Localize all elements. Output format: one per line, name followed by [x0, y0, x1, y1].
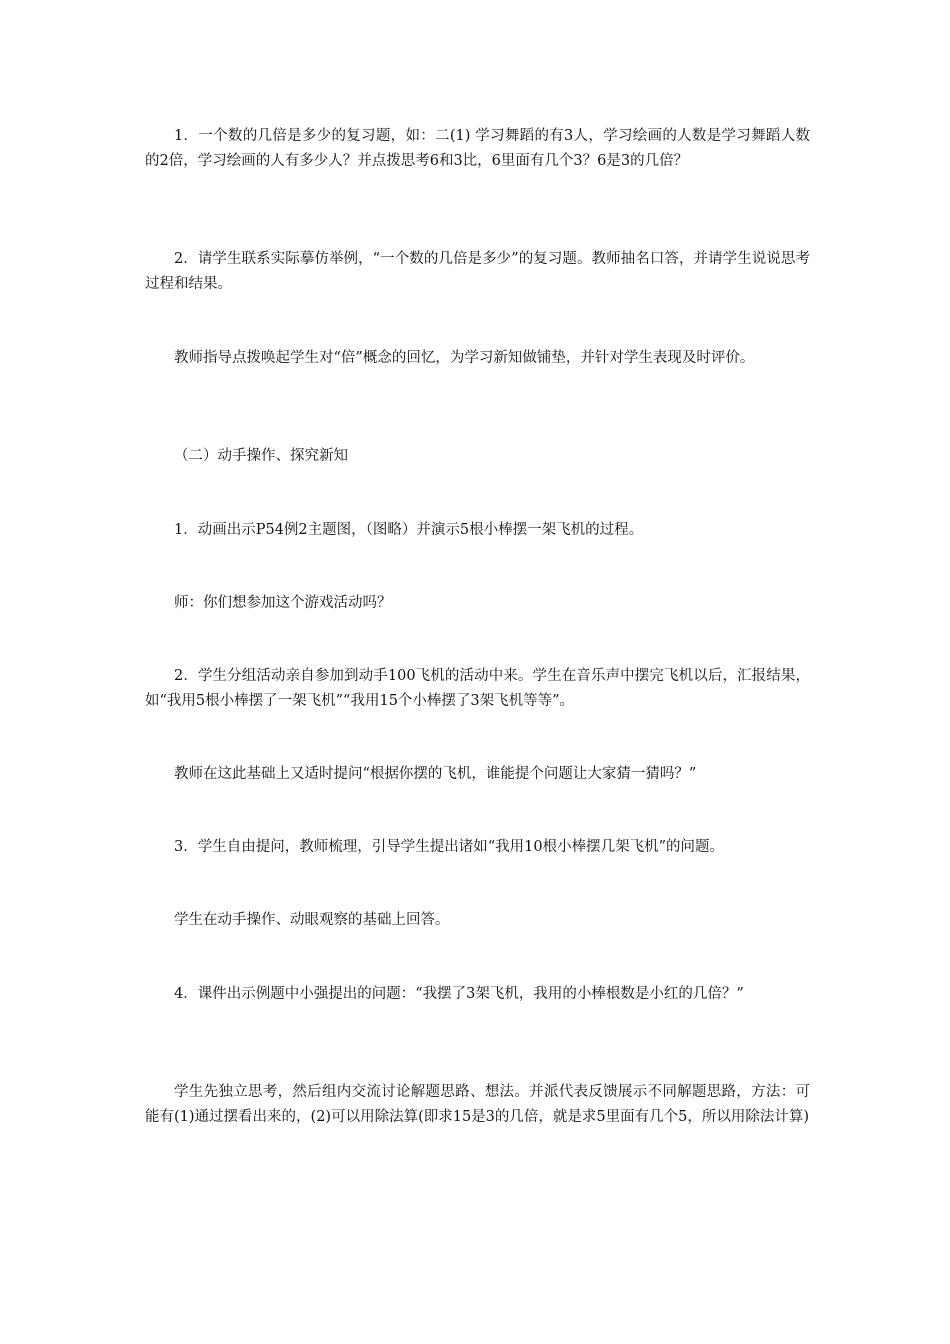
paragraph-student-answer: 学生在动手操作、动眼观察的基础上回答。: [174, 912, 450, 928]
paragraph-teacher-prompt: 教师在这此基础上又适时提问“根据你摆的飞机，谁能提个问题让大家猜一猜吗？”: [174, 766, 697, 782]
paragraph-review-question-2: 2．请学生联系实际摹仿举例，“一个数的几倍是多少”的复习题。教师抽名口答，并请学生说说思考过程和结果。: [145, 251, 810, 292]
paragraph-student-questions: 3．学生自由提问，教师梳理，引导学生提出诸如“我用10根小棒摆几架飞机”的问题。: [174, 839, 724, 855]
paragraph-teacher-guidance: 教师指导点拨唤起学生对“倍”概念的回忆，为学习新知做铺垫，并针对学生表现及时评价。: [174, 350, 755, 366]
paragraph-group-activity: 2．学生分组活动亲自参加到动手100飞机的活动中来。学生在音乐声中摆完飞机以后，汇报结果，如“我用5根小棒摆了一架飞机”“我用15个小棒摆了3架飞机等等”。: [145, 668, 810, 709]
paragraph-teacher-question: 师：你们想参加这个游戏活动吗？: [174, 595, 392, 611]
paragraph-review-question-1: 1．一个数的几倍是多少的复习题，如：二(1) 学习舞蹈的有3人，学习绘画的人数是学习舞蹈人数的2倍，学习绘画的人有多少人？并点拨思考6和3比，6里面有几个3？6是3的几倍？: [145, 128, 810, 169]
paragraph-animation-example: 1．动画出示P54例2主题图，（图略）并演示5根小棒摆一架飞机的过程。: [174, 522, 644, 538]
paragraph-courseware-question: 4．课件出示例题中小强提出的问题：“我摆了3架飞机，我用的小棒根数是小红的几倍？”: [174, 986, 744, 1002]
section-heading-hands-on: （二）动手操作、探究新知: [174, 448, 348, 464]
paragraph-solution-methods: 学生先独立思考，然后组内交流讨论解题思路、想法。并派代表反馈展示不同解题思路，方法：可能有(1)通过摆看出来的，(2)可以用除法算(即求15是3的几倍，就是求5里面有几个5，所以用除法计算): [145, 1084, 810, 1125]
